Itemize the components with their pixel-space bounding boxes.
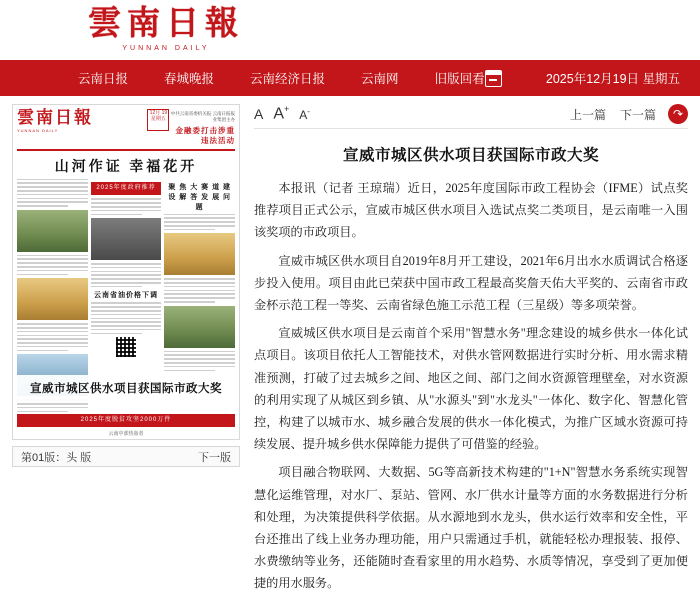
paper-photo-5 xyxy=(164,233,235,275)
content-area xyxy=(0,96,700,591)
site-masthead xyxy=(0,0,700,60)
paper-text-lines xyxy=(17,399,88,412)
site-logo-en: YUNNAN DAILY xyxy=(122,45,210,52)
article-column xyxy=(254,104,688,591)
paper-masthead-note: 中共云南省委机关报 云南日报报业集团主办 xyxy=(170,111,235,123)
font-size-decrease-button[interactable]: A- xyxy=(299,106,310,122)
font-size-controls xyxy=(254,104,310,123)
font-size-increase-button[interactable]: A+ xyxy=(273,104,290,123)
paper-photo-2 xyxy=(17,278,88,320)
article-title: 宣威市城区供水项目获国际市政大奖 xyxy=(342,147,599,164)
paper-text-lines xyxy=(17,179,88,207)
paper-masthead xyxy=(17,109,235,151)
nav-date: 2025年12月19日 星期五 xyxy=(545,72,680,86)
paper-logo-cn: 雲南日報 xyxy=(17,108,93,127)
paper-next-page[interactable]: 下一版 xyxy=(198,451,231,464)
newspaper-column xyxy=(12,104,240,467)
article-paragraph: 项目融合物联网、大数据、5G等高新技术构建的"1+N"智慧水务系统实现智慧化运维管理，对水厂、泵站、管网、水厂供水计量等方面的水务数据进行分析和处理，为决策提供科学依据。从水源地到水龙头，供水运行效率和安全性，平台还推出了线上业务办理功能，用户只需通过手机，就能轻松办理报装、报停、水费缴纳等业务，还能随时查看家里的用水趋势、水质等情况，享受到了更加便捷的用水服务。 xyxy=(254,465,688,591)
paper-photo-6 xyxy=(164,306,235,348)
paper-date-box: 12月 19 星期五 xyxy=(147,109,169,131)
paper-current-page[interactable]: 第01版：头 版 xyxy=(21,451,92,464)
main-navbar xyxy=(0,60,700,96)
prev-article-button[interactable]: 上一篇 xyxy=(569,107,606,122)
paper-qr-code xyxy=(116,337,136,357)
nav-chuncheng-evening[interactable]: 春城晚报 xyxy=(164,72,215,86)
nav-old-version[interactable]: 旧版回看 xyxy=(434,72,485,86)
paper-photo-4 xyxy=(91,218,162,260)
paper-banner: 金融委打击涉重违法活动 xyxy=(175,125,235,146)
article-body xyxy=(254,177,688,601)
paper-text-lines xyxy=(17,323,88,351)
paper-logo-en: YUNNAN DAILY xyxy=(17,127,59,133)
paper-subhead-1: 聚 焦 大 赛 道 建 设 解 答 发 展 问 题 xyxy=(168,183,232,211)
article-navigation xyxy=(570,106,656,123)
paper-photo-caption: 云南中部热血者 xyxy=(108,431,144,438)
article-paragraph: 本报讯（记者 王琼瑞）近日，2025年度国际市政工程协会（IFME）试点奖推荐项目正式公示，宣威市城区供水项目入选试点奖二类项目，是云南唯一入围该奖项的市政项目。 xyxy=(254,181,688,240)
site-logo-cn: 雲南日報 xyxy=(88,6,244,42)
article-toolbar xyxy=(254,104,688,129)
paper-text-lines xyxy=(91,198,162,215)
newspaper-page-image[interactable] xyxy=(12,104,240,440)
paper-text-lines xyxy=(164,214,235,231)
paper-subhead-2: 云南省油价格下调 xyxy=(94,292,158,300)
nav-yunnan-economic-daily[interactable]: 云南经济日报 xyxy=(250,72,326,86)
paper-headline: 山河作证 幸福花开 xyxy=(54,159,198,175)
paper-text-lines xyxy=(17,255,88,276)
article-paragraph: 宣威城区供水项目是云南首个采用"智慧水务"理念建设的城乡供水一体化试点项目。该项目依托人工智能技术，对供水管网数据进行实时分析、用水需求精准预测，打破了过去城乡之间、地区之间、部门之间水资源管理壁垒，对水资源的利用实现了从城区到乡镇、从"水源头"到"水龙头"一体化、数字化、智慧化管控，构建了以城市水、城乡融合发展的供水一体化模式，为推广区域水资源可持续发展、提升城乡供水保障能力提供了可借鉴的经验。 xyxy=(254,326,688,452)
paper-photo-1 xyxy=(17,210,88,252)
calendar-icon[interactable] xyxy=(485,70,502,87)
paper-selected-article-title[interactable]: 宣威市城区供水项目获国际市政大奖 xyxy=(13,375,239,401)
nav-yunnan-net[interactable]: 云南网 xyxy=(361,72,399,86)
paper-text-lines xyxy=(91,302,162,334)
font-size-small-button[interactable]: A xyxy=(254,105,264,122)
paper-pager xyxy=(12,446,240,467)
paper-text-lines xyxy=(91,263,162,287)
paper-text-lines xyxy=(164,278,235,302)
next-article-button[interactable]: 下一篇 xyxy=(619,107,656,122)
site-logo[interactable] xyxy=(88,8,244,52)
paper-redbox-2: 2025年度脱贫攻坚2000万件 xyxy=(17,414,235,428)
paper-text-lines xyxy=(164,351,235,372)
article-paragraph: 宣威市城区供水项目自2019年8月开工建设，2021年6月出水水质调试合格逐步投入使用。项目由此已荣获中国市政工程最高奖詹天佑大平奖的、云南省市政金杯示范工程一等奖、云南省绿色施工示范工程（三星级）等多项荣誉。 xyxy=(254,253,688,313)
nav-yunnan-daily[interactable]: 云南日报 xyxy=(78,72,129,86)
refresh-icon[interactable]: ↷ xyxy=(668,104,688,124)
paper-redbox-1: 2025年度政府推荐 xyxy=(91,182,162,196)
